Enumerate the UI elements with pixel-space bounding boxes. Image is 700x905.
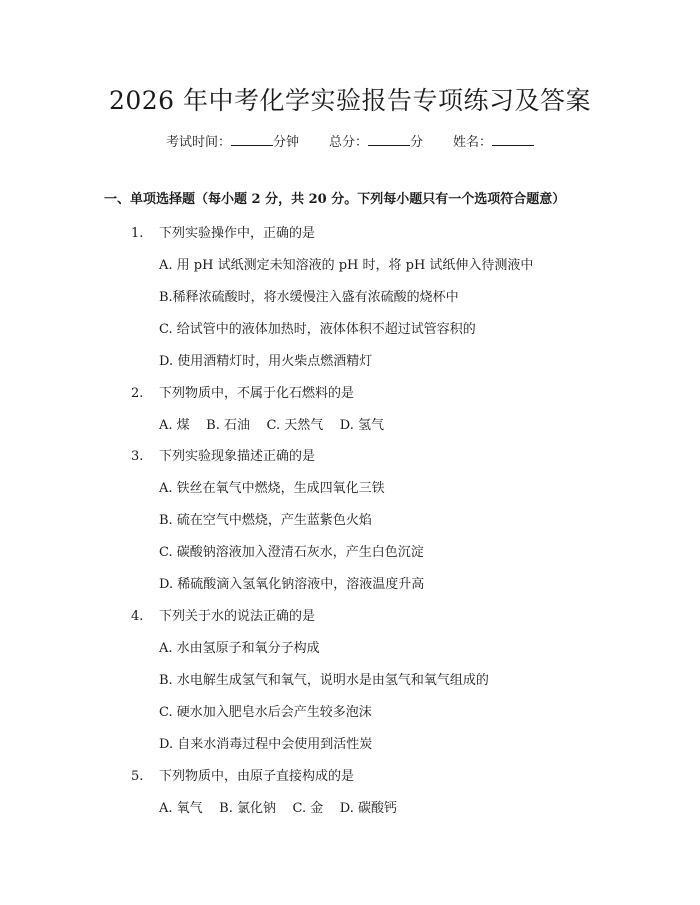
section-heading: 一、单项选择题（每小题 2 分，共 20 分。下列每小题只有一个选项符合题意） (104, 192, 566, 207)
option: B.稀释浓硫酸时，将水缓慢注入盛有浓硫酸的烧杯中 (159, 290, 459, 305)
name-label: 姓名： (453, 135, 493, 150)
option: B. 水电解生成氢气和氧气，说明水是由氢气和氧气组成的 (159, 673, 489, 688)
option: D. 使用酒精灯时，用火柴点燃酒精灯 (159, 354, 373, 369)
option: A. 铁丝在氧气中燃烧，生成四氧化三铁 (159, 481, 385, 496)
question-text: 下列物质中，不属于化石燃料的是 (159, 386, 355, 401)
exam-meta (0, 132, 700, 153)
question-text: 下列实验现象描述正确的是 (159, 449, 316, 464)
question-number: 1. (131, 226, 144, 241)
option: D. 稀硫酸滴入氢氧化钠溶液中，溶液温度升高 (159, 577, 425, 592)
option: A. 水由氢原子和氧分子构成 (159, 641, 320, 656)
score-label: 总分： (328, 135, 368, 150)
time-label: 考试时间： (165, 135, 231, 150)
question-number: 5. (131, 769, 144, 784)
question-number: 4. (131, 609, 144, 624)
question-text: 下列关于水的说法正确的是 (159, 609, 316, 624)
question-text: 下列实验操作中，正确的是 (159, 226, 316, 241)
option: C. 硬水加入肥皂水后会产生较多泡沫 (159, 705, 372, 720)
time-blank (231, 132, 273, 146)
option: B. 硫在空气中燃烧，产生蓝紫色火焰 (159, 513, 372, 528)
question-text: 下列物质中，由原子直接构成的是 (159, 769, 355, 784)
option: C. 给试管中的液体加热时，液体体积不超过试管容积的 (159, 322, 476, 337)
question-number: 2. (131, 386, 144, 401)
option: D. 自来水消毒过程中会使用到活性炭 (159, 737, 373, 752)
score-unit: 分 (410, 135, 424, 150)
page-title: 2026 年中考化学实验报告专项练习及答案 (108, 86, 592, 115)
question-number: 3. (131, 449, 144, 464)
score-blank (368, 132, 410, 146)
option: C. 碳酸钠溶液加入澄清石灰水，产生白色沉淀 (159, 545, 424, 560)
inline-options: A. 煤 B. 石油 C. 天然气 D. 氢气 (159, 418, 385, 433)
option: A. 用 pH 试纸测定未知溶液的 pH 时，将 pH 试纸伸入待测液中 (159, 258, 534, 273)
name-blank (492, 132, 534, 146)
time-unit: 分钟 (272, 135, 299, 150)
inline-options: A. 氧气 B. 氯化钠 C. 金 D. 碳酸钙 (159, 801, 398, 816)
